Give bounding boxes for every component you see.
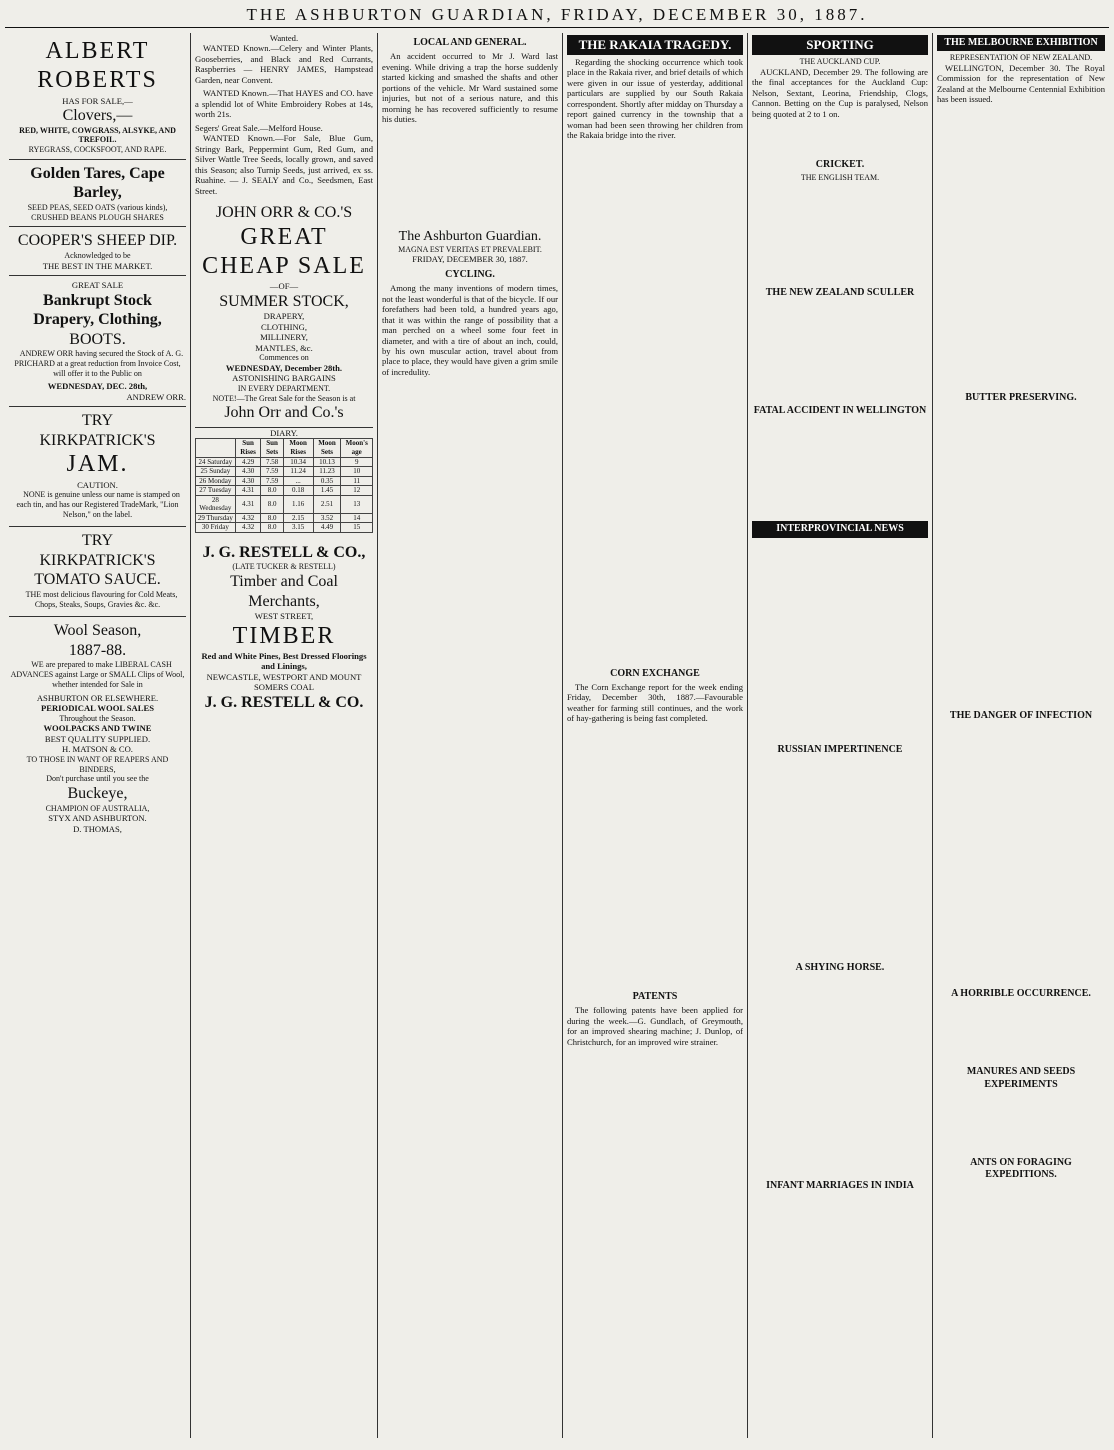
tomato-sauce-ad	[9, 527, 186, 617]
ad-subheading: Bankrupt Stock	[43, 291, 152, 309]
column-2	[191, 33, 377, 1438]
section-heading: A SHYING HORSE.	[795, 961, 885, 973]
diary-cell: 29 Thursday	[196, 513, 236, 523]
ad-line: —OF—	[269, 281, 299, 292]
article-paragraph: The following patents have been applied for during the week.—G. Gundlach, of Greymouth, for an improved shearing machine; J. Dunlop, of Christchurch, for an improved wire strainer.	[567, 1005, 743, 1047]
diary-cell: 27 Tuesday	[196, 486, 236, 496]
masthead-motto: MAGNA EST VERITAS ET PREVALEBIT.	[398, 244, 542, 254]
diary-header-cell: Sun Rises	[235, 439, 261, 457]
section-heading: A HORRIBLE OCCURRENCE.	[951, 988, 1091, 1000]
ad-heading: Wool Season,	[53, 622, 142, 640]
ad-body: NONE is genuine unless our name is stamped on each tin, and has our Registered TradeMark, "Lion Nelson," on the label.	[16, 490, 180, 519]
diary-header-row	[196, 439, 373, 457]
column-5	[748, 33, 932, 1438]
ad-heading: GREAT	[240, 223, 328, 250]
article-paragraph: AUCKLAND, December 29. The following are the final acceptances for the Auckland Cup: Nelson, Sextant, Leorina, Friendship, Clogs, Cannon. Betting on the Cup is paralysed, Nelson being quoted at 2 to 1 on.	[752, 66, 928, 119]
diary-cell: 24 Saturday	[196, 457, 236, 467]
diary-cell: 3.15	[283, 523, 313, 533]
ad-line: NEWCASTLE, WESTPORT AND MOUNT SOMERS COAL	[206, 671, 362, 693]
diary-cell: 1.45	[313, 486, 341, 496]
article-continuation	[937, 1093, 1105, 1153]
diary-header-cell: Moon Rises	[283, 439, 313, 457]
ad-line: THE BEST IN THE MARKET.	[42, 260, 153, 271]
diary-header-cell: Sun Sets	[261, 439, 283, 457]
ad-signature: ANDREW ORR.	[126, 391, 186, 402]
ad-subheading: SUMMER STOCK,	[219, 292, 349, 310]
ad-line: SEED PEAS, SEED OATS (various kinds), CRUSHED BEANS PLOUGH SHARES	[27, 202, 168, 222]
diary-body	[196, 457, 373, 532]
diary-cell: 15	[341, 523, 373, 533]
diary-cell: 13	[341, 495, 373, 513]
ad-line: HAS FOR SALE,—	[62, 95, 133, 106]
diary-cell: 8.0	[261, 495, 283, 513]
section-heading: CRICKET.	[815, 159, 865, 171]
diary-cell: 30 Friday	[196, 523, 236, 533]
diary-cell: 2.15	[283, 513, 313, 523]
bankrupt-stock-ad	[9, 276, 186, 407]
ad-signature: John Orr and Co.'s	[224, 404, 344, 422]
section-heading: THE NEW ZEALAND SCULLER	[765, 286, 915, 298]
diary-cell: 11.24	[283, 467, 313, 477]
ad-line: NOTE!—The Great Sale for the Season is at	[212, 393, 356, 403]
diary-cell: 4.30	[235, 467, 261, 477]
diary-cell: 10	[341, 467, 373, 477]
diary-cell: 25 Sunday	[196, 467, 236, 477]
ad-line: STYX AND ASHBURTON.	[48, 813, 147, 824]
ad-line: PERIODICAL WOOL SALES	[40, 703, 155, 714]
kirkpatricks-jam-ad	[9, 407, 186, 527]
headline-banner: SPORTING	[752, 35, 928, 55]
ad-heading: Buckeye,	[67, 785, 128, 803]
diary-cell: 28 Wednesday	[196, 495, 236, 513]
article-continuation	[752, 976, 928, 1176]
diary-cell: 4.31	[235, 495, 261, 513]
section-heading: BUTTER PRESERVING.	[965, 391, 1077, 403]
article-continuation	[567, 144, 743, 664]
section-heading: FATAL ACCIDENT IN WELLINGTON	[753, 405, 927, 417]
section-heading: CORN EXCHANGE	[610, 667, 700, 679]
diary-cell: 4.31	[235, 486, 261, 496]
article-continuation	[937, 1002, 1105, 1062]
ad-heading: ALBERT ROBERTS	[37, 38, 158, 94]
diary-cell: 10.13	[313, 457, 341, 467]
column-1	[5, 33, 190, 1438]
masthead-title: THE ASHBURTON GUARDIAN, FRIDAY, DECEMBER 30, 1887.	[246, 5, 868, 24]
ad-heading: CHEAP SALE	[202, 253, 366, 280]
ad-heading: J. G. RESTELL & CO.,	[202, 543, 366, 561]
diary-cell: 4.32	[235, 513, 261, 523]
diary-cell: 8.0	[261, 486, 283, 496]
section-heading: THE DANGER OF INFECTION	[949, 710, 1093, 722]
diary-row	[196, 467, 373, 477]
ad-line: TRY	[81, 412, 114, 430]
ad-heading: JAM.	[66, 451, 129, 478]
diary-cell: 4.49	[313, 523, 341, 533]
ad-subheading: KIRKPATRICK'S	[39, 431, 156, 449]
classified-item: WANTED Known.—That HAYES and CO. have a splendid lot of White Embroidery Robes at 14s, worth 21s.	[195, 88, 373, 120]
ad-line: CAUTION.	[77, 479, 118, 490]
diary-cell: 12	[341, 486, 373, 496]
ad-subheading: Drapery, Clothing,	[33, 311, 162, 329]
diary-cell: 26 Monday	[196, 476, 236, 486]
section-heading: RUSSIAN IMPERTINENCE	[777, 743, 903, 755]
article-continuation	[382, 128, 558, 228]
column-6	[933, 33, 1109, 1438]
wool-season-ad	[9, 617, 186, 838]
section-heading: PATENTS	[632, 990, 678, 1002]
diary-row	[196, 513, 373, 523]
ad-line: WEST STREET,	[254, 611, 314, 622]
diary-cell: 7.59	[261, 467, 283, 477]
headline-banner: THE RAKAIA TRAGEDY.	[567, 35, 743, 55]
ad-subheading: 1887-88.	[68, 641, 127, 659]
article-continuation	[752, 540, 928, 740]
ad-line: Throughout the Season.	[59, 713, 136, 723]
ad-line: Don't purchase until you see the	[46, 774, 149, 784]
ad-heading: TOMATO SAUCE.	[34, 571, 161, 589]
article-paragraph: The Corn Exchange report for the week ending Friday, December 30th, 1887.—Favourable weather for farming still continues, and the work of hay-gathering is being fast completed.	[567, 681, 743, 724]
diary-cell: 3.52	[313, 513, 341, 523]
column-4	[563, 33, 747, 1438]
ad-heading: Golden Tares, Cape Barley,	[30, 164, 165, 202]
section-heading: INFANT MARRIAGES IN INDIA	[766, 1179, 914, 1191]
diary-cell: 8.0	[261, 513, 283, 523]
diary-cell: 1.16	[283, 495, 313, 513]
ad-line: Acknowledged to be	[64, 250, 131, 260]
section-heading: MANURES AND SEEDS EXPERIMENTS	[966, 1066, 1076, 1090]
masthead-date: FRIDAY, DECEMBER 30, 1887.	[412, 254, 528, 265]
diary-cell: ...	[283, 476, 313, 486]
section-heading: CYCLING.	[445, 268, 495, 280]
diary-cell: 11	[341, 476, 373, 486]
ad-line: TO THOSE IN WANT OF REAPERS AND BINDERS,	[26, 754, 169, 774]
article-continuation	[752, 301, 928, 401]
column-3	[378, 33, 562, 1438]
ad-subheading: BOOTS.	[69, 330, 126, 348]
ad-item: MANTLES, &c.	[255, 342, 313, 353]
ad-line: WOOLPACKS AND TWINE	[43, 723, 152, 734]
headline-banner: INTERPROVINCIAL NEWS	[752, 521, 928, 537]
ad-date: WEDNESDAY, December 28th.	[225, 363, 343, 373]
classified-item: WANTED Known.—For Sale, Blue Gum, Stringy Bark, Peppermint Gum, Red Gum, and Silver Wattle Tree Seeds, locally grown, and saved this Season; also Turnip Seeds, just arrived, ex ss. Ruahine. — J. SEALY and Co., Seedsmen, East Street.	[195, 133, 373, 196]
restell-ad	[195, 539, 373, 717]
diary-cell: 7.58	[261, 457, 283, 467]
article-paragraph: Regarding the shocking occurrence which took place in the Rakaia river, and brief details of which were given in our issue of yesterday, additional particulars are supplied by our South Rakaia correspondent. Shortly after midday on Thursday a report gained currency in the township that a woman had been seen throwing her children from the Rakaia bridge into the river.	[567, 56, 743, 141]
ad-line: IN EVERY DEPARTMENT.	[237, 383, 331, 393]
diary-row	[196, 495, 373, 513]
golden-tares-ad	[9, 160, 186, 228]
diary-cell: 10.34	[283, 457, 313, 467]
ad-line: ASTONISHING BARGAINS	[232, 373, 336, 384]
article-continuation	[752, 758, 928, 958]
diary-cell: 8.0	[261, 523, 283, 533]
diary-row	[196, 457, 373, 467]
ad-subheading: Timber and Coal Merchants,	[230, 573, 338, 610]
diary-cell: 0.18	[283, 486, 313, 496]
albert-roberts-ad	[9, 33, 186, 160]
ad-heading: COOPER'S SHEEP DIP.	[17, 232, 178, 250]
article-paragraph: WELLINGTON, December 30. The Royal Commission for the representation of New Zealand at the Melbourne Centennial Exhibition has been issued.	[937, 62, 1105, 105]
ad-line: TRY	[81, 532, 114, 550]
diary-title: DIARY.	[270, 427, 298, 438]
section-heading: LOCAL AND GENERAL.	[413, 37, 527, 48]
article-continuation	[937, 108, 1105, 388]
classified-heading: Segers' Great Sale.—Melford House.	[195, 122, 323, 133]
article-paragraph: Among the many inventions of modern times, not the least wonderful is that of the bicycle. If our forefathers had been told, a hundred years ago, that it was within the range of possibility that a man perched on a wheel some four feet in diameter, and with a tire of about an inch, could, by his own muscular action, travel about from place to place, they would have given a grim smile of incredulity.	[382, 283, 558, 377]
article-continuation	[752, 419, 928, 519]
ad-signature: J. G. RESTELL & CO.	[204, 693, 364, 711]
diary-cell: 4.32	[235, 523, 261, 533]
ad-heading: GREAT SALE	[71, 280, 124, 291]
coopers-sheep-dip-ad	[9, 227, 186, 276]
section-subheading: THE AUCKLAND CUP.	[799, 56, 881, 66]
ad-body: THE most delicious flavouring for Cold Meats, Chops, Steaks, Soups, Gravies &c. &c.	[25, 589, 178, 609]
ad-subheading: KIRKPATRICK'S	[39, 551, 156, 569]
ad-heading: JOHN ORR & CO.'S	[215, 204, 353, 222]
ad-line: (LATE TUCKER & RESTELL)	[232, 562, 336, 572]
article-continuation	[567, 727, 743, 987]
classified-item: WANTED Known.—Celery and Winter Plants, Gooseberries, and Black and Red Currants, Raspberries — HENRY JAMES, Hampstead Garden, near Convent.	[195, 43, 373, 85]
section-heading: Wanted.	[269, 33, 299, 43]
diary-row	[196, 523, 373, 533]
diary-row	[196, 476, 373, 486]
section-heading: ANTS ON FORAGING EXPEDITIONS.	[970, 1156, 1072, 1180]
diary-cell: 4.30	[235, 476, 261, 486]
ad-item: MILLINERY,	[260, 332, 308, 343]
diary-cell: 7.59	[261, 476, 283, 486]
ad-line: RYEGRASS, COCKSFOOT, AND RAPE.	[28, 145, 167, 155]
article-continuation	[937, 406, 1105, 706]
ad-line: Red and White Pines, Best Dressed Floorings and Linings,	[201, 650, 367, 672]
ad-date: WEDNESDAY, DEC. 28th,	[47, 381, 148, 392]
ad-line: RED, WHITE, COWGRASS, ALSYKE, AND TREFOIL.	[19, 125, 176, 145]
article-continuation	[937, 724, 1105, 984]
john-orr-ad	[195, 199, 373, 428]
ad-line: CHAMPION OF AUSTRALIA,	[45, 803, 150, 813]
ad-line: ASHBURTON OR ELSEWHERE.	[36, 692, 159, 703]
masthead	[5, 3, 1109, 28]
ad-line: Commences on	[259, 353, 309, 363]
diary-cell: 9	[341, 457, 373, 467]
diary-cell: 11.23	[313, 467, 341, 477]
ad-subheading: Clovers,—	[62, 107, 133, 125]
diary-cell: 0.35	[313, 476, 341, 486]
section-subheading: THE ENGLISH TEAM.	[800, 173, 880, 183]
ad-line: H. MATSON & CO.	[62, 744, 133, 755]
newspaper-page	[5, 3, 1109, 1443]
diary-cell: 14	[341, 513, 373, 523]
article-paragraph: An accident occurred to Mr J. Ward last evening. While driving a trap the horse suddenly started kicking and smashed the shafts and other portions of the vehicle. Mr Ward sustained some injuries, but not of a serious nature, and this morning he has recovered sufficiently to resume his duties.	[382, 51, 558, 125]
ad-body: WE are prepared to make LIBERAL CASH ADVANCES against Large or SMALL Clips of Wool, whether intended for Sale in	[10, 660, 185, 689]
diary-header-cell: Moon's age	[341, 439, 373, 457]
headline-banner: THE MELBOURNE EXHIBITION	[937, 35, 1105, 51]
ad-body: ANDREW ORR having secured the Stock of A. G. PRICHARD at a great reduction from Invoice Cost, will offer it to the Public on	[14, 349, 184, 378]
diary-cell: 4.29	[235, 457, 261, 467]
ad-item: CLOTHING,	[260, 321, 308, 332]
ad-heading: TIMBER	[232, 622, 336, 649]
masthead-nameplate: The Ashburton Guardian.	[398, 228, 542, 244]
diary-row	[196, 486, 373, 496]
section-subheading: REPRESENTATION OF NEW ZEALAND.	[949, 53, 1093, 63]
diary-table	[195, 438, 373, 532]
diary-header-cell	[196, 439, 236, 457]
diary-cell: 2.51	[313, 495, 341, 513]
ad-signature: D. THOMAS,	[73, 823, 122, 834]
ad-item: DRAPERY,	[263, 311, 305, 322]
article-continuation	[752, 183, 928, 283]
ad-line: BEST QUALITY SUPPLIED.	[44, 733, 151, 744]
diary-header-cell: Moon Sets	[313, 439, 341, 457]
